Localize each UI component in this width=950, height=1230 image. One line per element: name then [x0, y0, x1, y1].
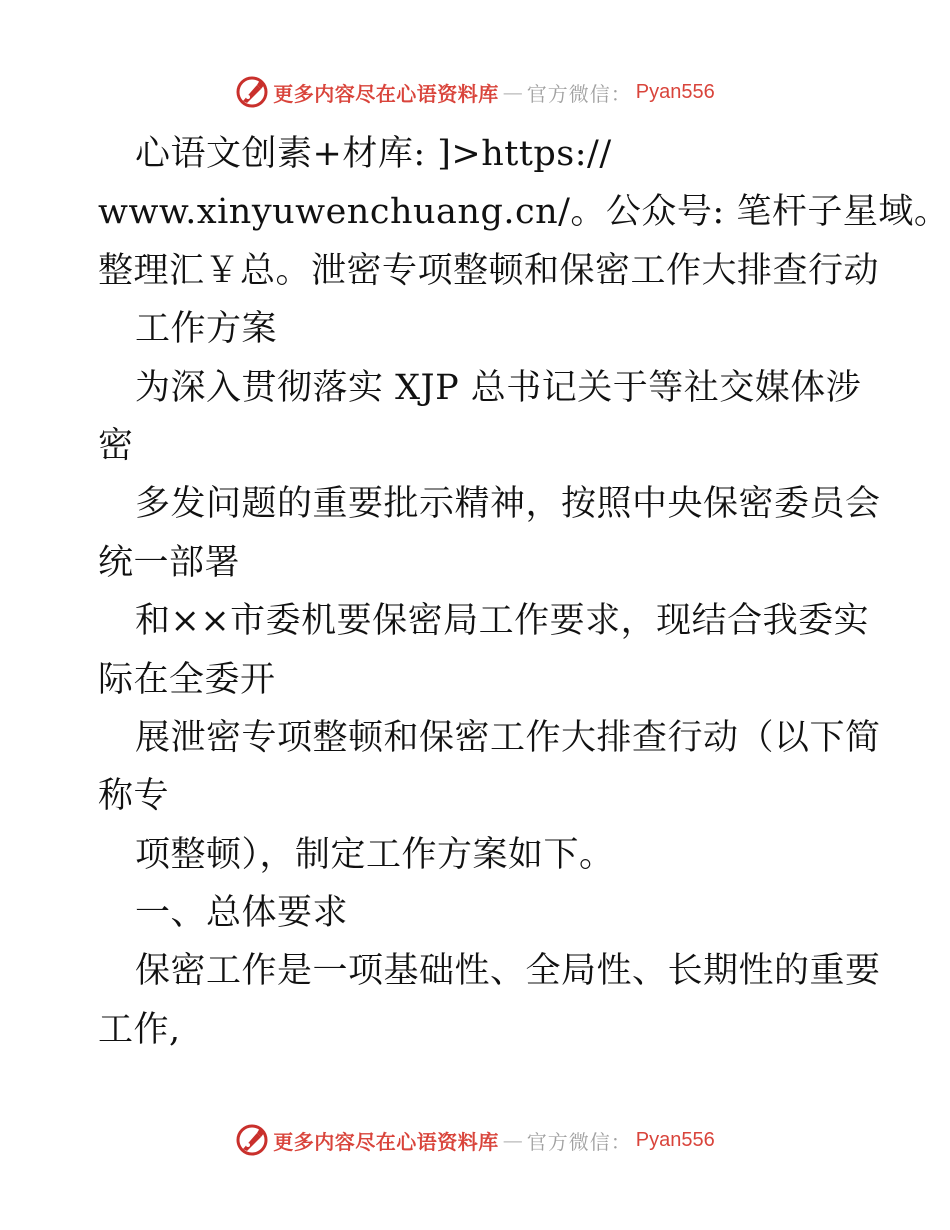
- footer-separator: —: [502, 1128, 523, 1152]
- header-wechat-label: 官方微信：: [526, 81, 632, 106]
- document-line: 称专: [98, 776, 170, 817]
- footer-banner-inner: [235, 1123, 714, 1157]
- document-line: 密: [98, 425, 134, 466]
- header-separator: —: [502, 80, 523, 104]
- document-line: www.xinyuwenchuang.cn/。公众号: 笔杆子星域。: [98, 192, 950, 233]
- document-line: 工作,: [98, 1009, 181, 1050]
- footer-wechat-id: Pyan556: [635, 1128, 715, 1151]
- document-line: 整理汇￥总。泄密专项整顿和保密工作大排查行动: [98, 250, 880, 291]
- pen-nib-seal-icon: [235, 1123, 269, 1157]
- footer-banner: [0, 1120, 950, 1160]
- document-line: 项整顿），制定工作方案如下。: [135, 834, 615, 875]
- header-wechat-id: Pyan556: [635, 80, 715, 103]
- document-line: 保密工作是一项基础性、全局性、长期性的重要: [135, 951, 881, 992]
- document-line: 际在全委开: [98, 659, 276, 700]
- document-line: 工作方案: [135, 309, 278, 350]
- header-banner-inner: [235, 75, 714, 109]
- section-heading: 一、总体要求: [135, 893, 349, 934]
- document-line: 为深入贯彻落实 XJP 总书记关于等社交媒体涉: [135, 367, 862, 408]
- header-banner: [0, 72, 950, 112]
- footer-wechat-label: 官方微信：: [526, 1129, 632, 1154]
- header-slogan: 更多内容尽在心语资料库: [273, 81, 499, 106]
- document-line: 展泄密专项整顿和保密工作大排查行动（以下简: [135, 717, 881, 758]
- document-line: 和××市委机要保密局工作要求，现结合我委实: [135, 601, 870, 642]
- document-line: 统一部署: [98, 542, 241, 583]
- pen-nib-seal-icon: [235, 75, 269, 109]
- document-line: 多发问题的重要批示精神，按照中央保密委员会: [135, 484, 881, 525]
- footer-slogan: 更多内容尽在心语资料库: [273, 1129, 499, 1154]
- document-line: 心语文创素+材库: ]>https://: [135, 134, 612, 174]
- document-body: [98, 125, 950, 1059]
